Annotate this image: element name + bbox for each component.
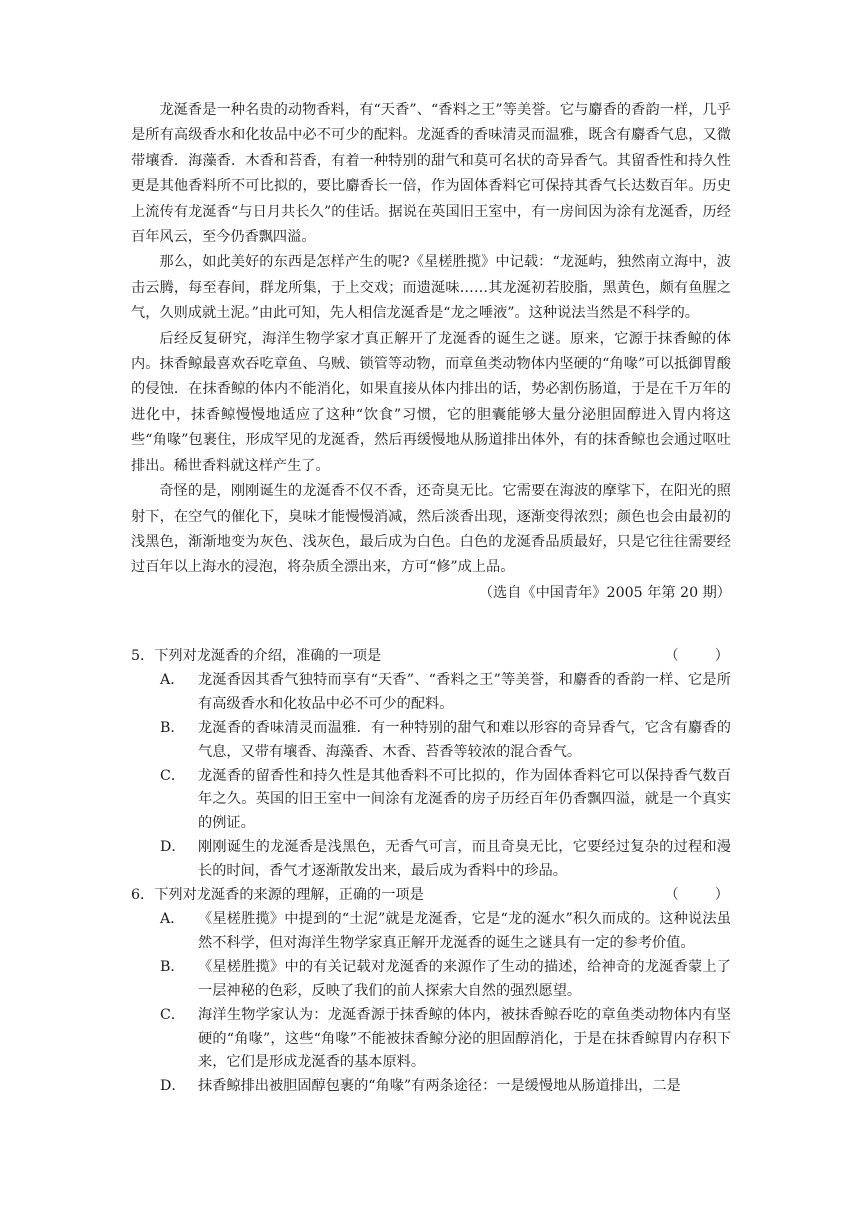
question-6-option-d <box>131 1075 731 1099</box>
question-5-option-d <box>131 836 731 884</box>
passage-paragraph-2: 那么，如此美好的东西是怎样产生的呢?《星槎胜揽》中记载：“龙涎屿，独然南立海中，波击云腾，每至春间，群龙所集，于上交戏；而遗涎味……其龙涎初若胶脂，黑黄色，颇有鱼腥之气，久则成就土泥。”由此可知，先人相信龙涎香是“龙之唾液”。这种说法当然是不科学的。 <box>131 254 731 322</box>
question-6-option-a <box>131 908 731 956</box>
question-5-option-c <box>131 765 731 837</box>
option-label: B． <box>160 719 185 736</box>
question-6-answer-blank: （ ） <box>664 887 729 904</box>
option-label: A． <box>160 671 185 688</box>
option-label: B． <box>160 958 185 975</box>
question-5-option-a <box>131 669 731 717</box>
question-6 <box>131 884 731 1099</box>
option-text: 龙涎香的留香性和持久性是其他香料不可比拟的，作为固体香料它可以保持香气数百年之久。英国的旧王室中一间涂有龙涎香的房子历经百年仍香飘四溢，就是一个真实的例证。 <box>198 767 731 832</box>
option-text: 龙涎香因其香气独特而享有“天香”、“香料之王”等美誉，和麝香的香韵一样、它是所有高级香水和化妆品中必不可少的配料。 <box>198 671 731 712</box>
question-6-header <box>131 884 731 908</box>
passage-paragraph-1: 龙涎香是一种名贵的动物香料，有“天香”、“香料之王”等美誉。它与麝香的香韵一样，几乎是所有高级香水和化妆品中必不可少的配料。龙涎香的香味清灵而温雅，既含有麝香气息，又微带壤香．海藻香．木香和苔香，有着一种特别的甜气和莫可名状的奇异香气。其留香性和持久性更是其他香料所不可比拟的，要比麝香长一倍，作为固体香料它可保持其香气长达数百年。历史上流传有龙涎香“与日月共长久”的佳话。据说在英国旧王室中，有一房间因为涂有龙涎香，历经百年风云，至今仍香飘四溢。 <box>131 102 731 246</box>
passage-source: （选自《中国青年》2005 年第 20 期） <box>478 584 731 601</box>
question-5-answer-blank: （ ） <box>664 648 729 664</box>
passage-paragraph-3: 后经反复研究，海洋生物学家才真正解开了龙涎香的诞生之谜。原来，它源于抹香鲸的体内。抹香鲸最喜欢吞吃章鱼、乌贼、锁管等动物，而章鱼类动物体内坚硬的“角喙”可以抵御胃酸的侵蚀．在抹香鲸的体内不能消化，如果直接从体内排出的话，势必割伤肠道，于是在千万年的进化中，抹香鲸慢慢地适应了这种“饮食”习惯，它的胆囊能够大量分泌胆固醇进入胃内将这些“角喙”包裹住，形成罕见的龙涎香，然后再缓慢地从肠道排出体外，有的抹香鲸也会通过呕吐排出。稀世香料就这样产生了。 <box>131 330 731 474</box>
option-label: C． <box>160 767 186 784</box>
passage-paragraph-4: 奇怪的是，刚刚诞生的龙涎香不仅不香，还奇臭无比。它需要在海波的摩挲下，在阳光的照射下，在空气的催化下，臭味才能慢慢消减，然后淡香出现，逐渐变得浓烈；颜色也会由最初的浅黑色，渐渐地变为灰色、浅灰色，最后成为白色。白色的龙涎香品质最好，只是它往往需要经过百年以上海水的浸泡，将杂质全漂出来，方可“修”成上品。 <box>131 483 731 576</box>
option-label: D． <box>160 1078 186 1095</box>
question-6-stem: 6．下列对龙涎香的来源的理解，正确的一项是 <box>131 887 424 904</box>
option-text: 龙涎香的香味清灵而温雅．有一种特别的甜气和难以形容的奇异香气，它含有麝香的气息，又带有壤香、海藻香、木香、苔香等较浓的混合香气。 <box>198 719 731 760</box>
question-5-stem: 5．下列对龙涎香的介绍，准确的一项是 <box>131 648 382 664</box>
question-6-option-b <box>131 956 731 1004</box>
option-text: 《星槎胜揽》中的有关记载对龙涎香的来源作了生动的描述，给神奇的龙涎香蒙上了一层神秘的色彩，反映了我们的前人探索大自然的强烈愿望。 <box>198 958 731 999</box>
question-5-header <box>131 645 731 669</box>
reading-passage <box>131 98 731 606</box>
option-text: 海洋生物学家认为：龙涎香源于抹香鲸的体内，被抹香鲸吞吃的章鱼类动物体内有坚硬的“角喙”，这些“角喙”不能被抹香鲸分泌的胆固醇消化，于是在抹香鲸胃内存积下来，它们是形成龙涎香的基本原料。 <box>198 1006 731 1071</box>
question-5-option-b <box>131 717 731 765</box>
option-text: 《星槎胜揽》中提到的“土泥”就是龙涎香，它是“龙的涎水”积久而成的。这种说法虽然不科学，但对海洋生物学家真正解开龙涎香的诞生之谜具有一定的参考价值。 <box>198 910 731 951</box>
question-6-option-c <box>131 1004 731 1076</box>
option-text: 刚刚诞生的龙涎香是浅黑色，无香气可言，而且奇臭无比，它要经过复杂的过程和漫长的时间，香气才逐渐散发出来，最后成为香料中的珍品。 <box>198 839 731 880</box>
option-label: A． <box>160 910 185 927</box>
option-label: D． <box>160 839 186 856</box>
option-text: 抹香鲸排出被胆固醇包裹的“角喙”有两条途径：一是缓慢地从肠道排出，二是 <box>198 1078 681 1095</box>
option-label: C． <box>160 1006 186 1023</box>
question-5 <box>131 645 731 884</box>
question-list <box>131 645 731 1099</box>
